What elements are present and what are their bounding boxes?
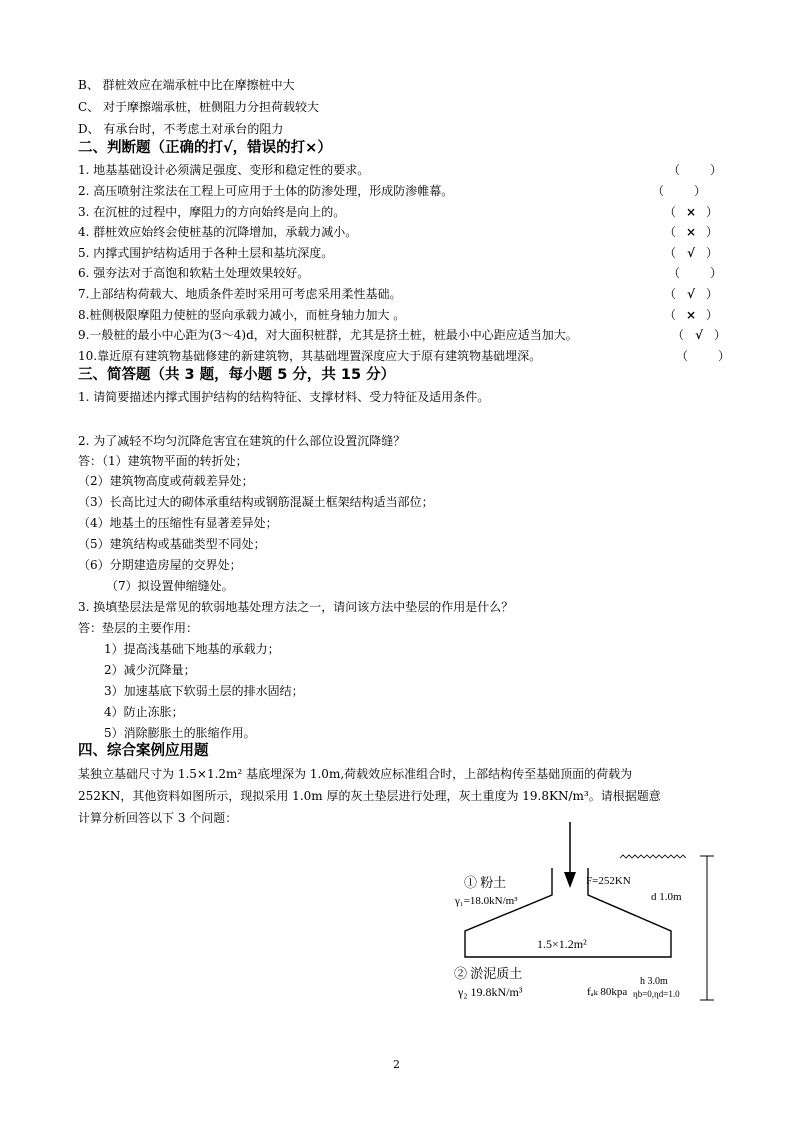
judge-heading: 二、判断题（正确的打√，错误的打×）	[78, 140, 332, 156]
short-a3-line: 2）减少沉降量；	[104, 663, 196, 677]
short-heading: 三、简答题（共 3 题，每小题 5 分，共 15 分）	[78, 367, 396, 383]
h-label: h 3.0m	[640, 976, 668, 987]
eta-label: ηb=0,ηd=1.0	[633, 989, 680, 999]
judge-item: 9.一般桩的最小中心距为(3～4)d，对大面积桩群，尤其是挤土桩，桩最小中心距应适当加大。	[78, 328, 578, 342]
soil1-gamma: γ₁=18.0kN/m³	[455, 895, 518, 907]
case-line: 252KN，其他资料如图所示，现拟采用 1.0m 厚的灰土垫层进行处理，灰土重度为 19.8KN/m³。请根据题意	[78, 789, 661, 803]
base-size-label: 1.5×1.2m²	[537, 937, 587, 951]
answer-bracket: （ ）	[676, 349, 731, 363]
answer-bracket: （ × ）	[664, 225, 719, 239]
soil2-gamma: γ₂ 19.8kN/m³	[458, 985, 523, 999]
judge-item: 4. 群桩效应始终会使桩基的沉降增加，承载力减小。	[78, 225, 358, 239]
foundation-outline	[465, 868, 671, 957]
short-a2-line: （2）建筑物高度或荷载差异处；	[78, 474, 254, 488]
short-a2-line: 答：（1）建筑物平面的转折处；	[78, 454, 248, 468]
judge-item: 10.靠近原有建筑物基础修建的新建筑物，其基础埋置深度应大于原有建筑物基础埋深。	[78, 349, 542, 363]
load-label: F=252KN	[586, 875, 631, 887]
short-a2-line: （3）长高比过大的砌体承重结构或钢筋混凝土框架结构适当部位；	[78, 495, 434, 509]
short-a3-line: 4）防止冻胀；	[104, 705, 184, 719]
option-c: C、 对于摩擦端承桩，桩侧阻力分担荷载较大	[78, 100, 319, 114]
short-q3: 3. 换填垫层法是常见的软弱地基处理方法之一，请问该方法中垫层的作用是什么？	[78, 600, 514, 614]
case-line: 计算分析回答以下 3 个问题：	[78, 811, 238, 825]
short-a2-line: （6）分期建造房屋的交界处；	[78, 558, 242, 572]
soil1-name: ① 粉土	[464, 875, 507, 890]
answer-bracket: （ √ ）	[664, 287, 719, 301]
answer-bracket: （ × ）	[664, 205, 719, 219]
soil2-name: ② 淤泥质土	[454, 966, 523, 981]
judge-item: 7.上部结构荷载大、地质条件差时采用可考虑采用柔性基础。	[78, 287, 402, 301]
fak-label: fₐₖ 80kpa	[587, 986, 628, 998]
answer-bracket: （ ）	[668, 266, 723, 280]
short-a2-line: （5）建筑结构或基础类型不同处；	[78, 537, 266, 551]
answer-bracket: （ ）	[652, 184, 707, 198]
answer-bracket: （ √ ）	[672, 328, 727, 342]
case-line: 某独立基础尺寸为 1.5×1.2m² 基底埋深为 1.0m,荷载效应标准组合时，上部结构传至基础顶面的荷载为	[78, 767, 633, 781]
short-q2: 2. 为了减轻不均匀沉降危害宜在建筑的什么部位设置沉降缝？	[78, 434, 406, 448]
short-a3-line: 1）提高浅基础下地基的承载力；	[104, 642, 280, 656]
load-arrow-head	[564, 872, 576, 888]
depth-label: d 1.0m	[651, 891, 682, 903]
answer-mark: √	[687, 246, 695, 260]
judge-item: 6. 强夯法对于高饱和软粘土处理效果较好。	[78, 266, 310, 280]
judge-item: 3. 在沉桩的过程中，摩阻力的方向始终是向上的。	[78, 205, 346, 219]
judge-item: 8.桩侧极限摩阻力使桩的竖向承载力减小，而桩身轴力加大 。	[78, 308, 406, 322]
short-q1: 1. 请简要描述内撑式围护结构的结构特征、支撑材料、受力特征及适用条件。	[78, 390, 490, 404]
case-heading: 四、综合案例应用题	[78, 743, 209, 759]
short-a3-line: 3）加速基底下软弱土层的排水固结；	[104, 684, 304, 698]
page-number: 2	[393, 1058, 400, 1071]
short-a2-line: （4）地基土的压缩性有显著差异处；	[78, 516, 278, 530]
short-a3-intro: 答：垫层的主要作用：	[78, 621, 199, 635]
answer-bracket: （ √ ）	[664, 246, 719, 260]
answer-bracket: （ × ）	[664, 308, 719, 322]
judge-item: 1. 地基基础设计必须满足强度、变形和稳定性的要求。	[78, 163, 370, 177]
answer-mark: ×	[685, 225, 697, 239]
short-a3-line: 5）消除膨胀土的胀缩作用。	[104, 726, 256, 740]
answer-mark: ×	[685, 308, 697, 322]
answer-mark: ×	[685, 205, 697, 219]
option-b: B、 群桩效应在端承桩中比在摩擦桩中大	[78, 78, 295, 92]
short-a2-line: （7）拟设置伸缩缝处。	[106, 579, 234, 593]
judge-item: 5. 内撑式围护结构适用于各种土层和基坑深度。	[78, 246, 334, 260]
ground-surface-hatch	[620, 855, 686, 858]
judge-item: 2. 高压喷射注浆法在工程上可应用于土体的防渗处理，形成防渗帷幕。	[78, 184, 454, 198]
option-d: D、 有承台时，不考虑土对承台的阻力	[78, 122, 284, 136]
answer-bracket: （ ）	[668, 163, 723, 177]
answer-mark: √	[695, 328, 703, 342]
answer-mark: √	[687, 287, 695, 301]
